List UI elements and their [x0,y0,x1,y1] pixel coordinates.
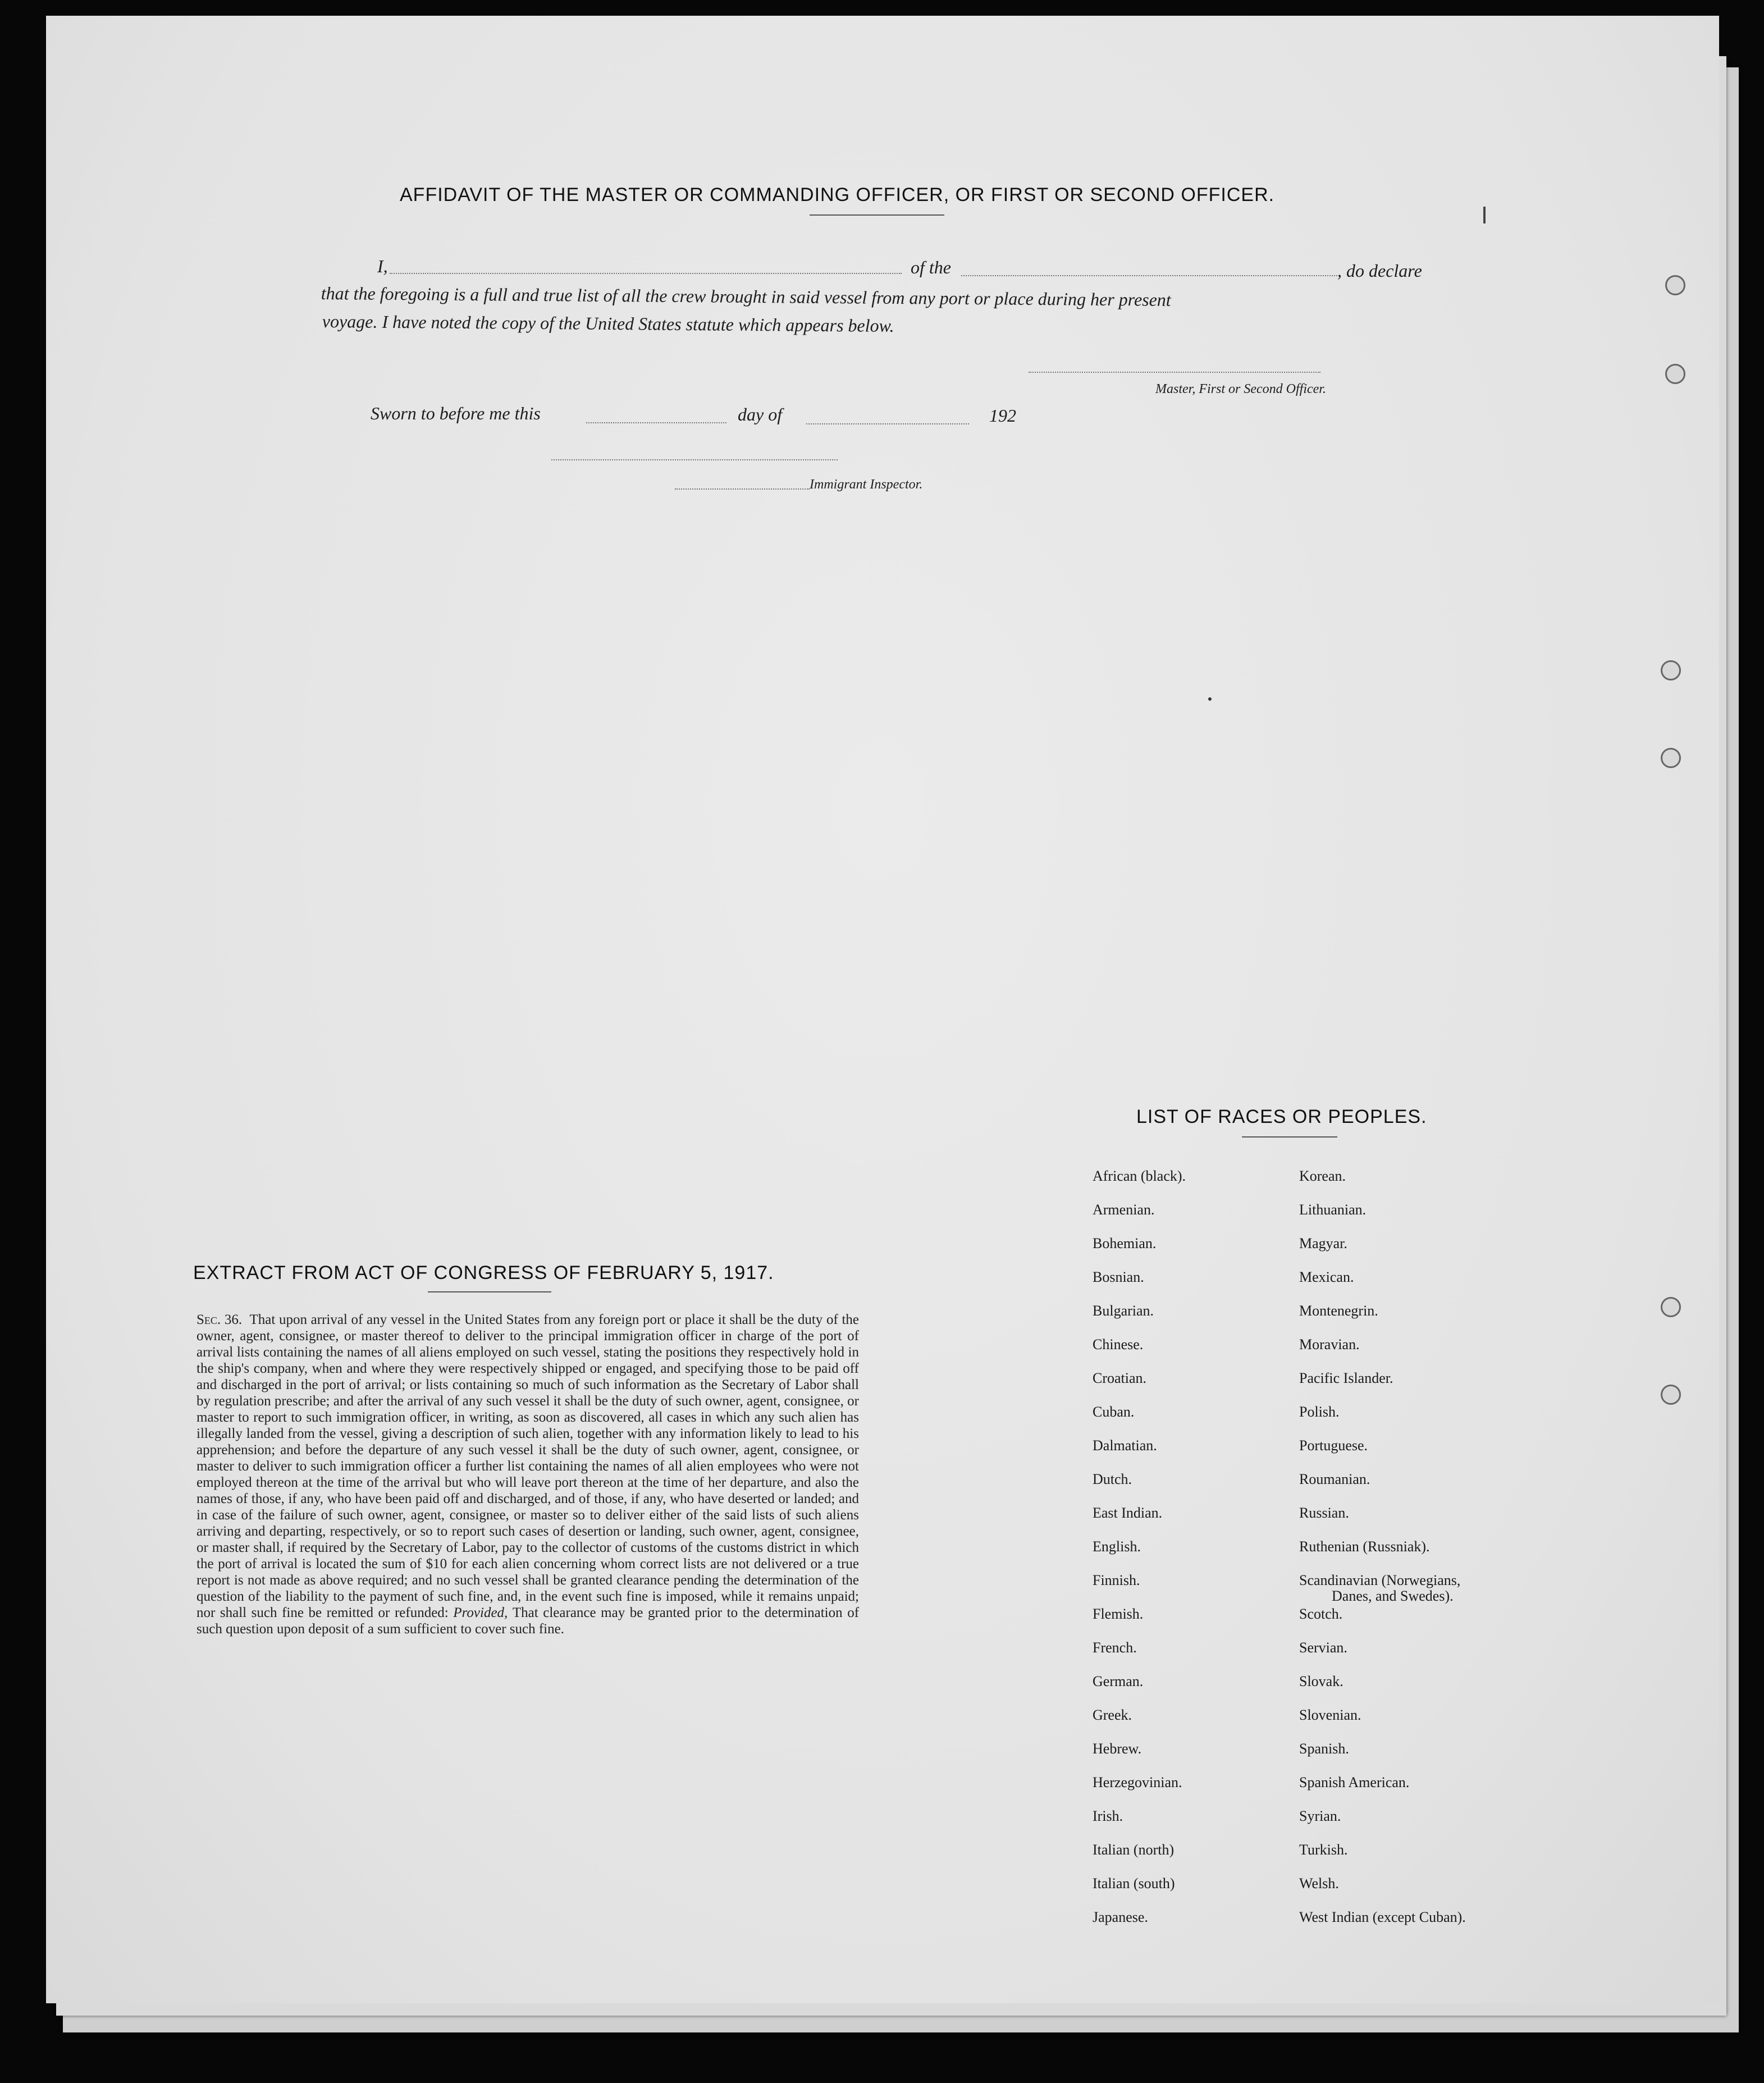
race-list-item: Bohemian. [1093,1235,1157,1251]
signature-label: Master, First or Second Officer. [1155,382,1326,396]
binder-hole [1661,1297,1681,1317]
binder-hole [1665,275,1685,295]
section-label: Sec. 36. [196,1312,243,1327]
scan-mark [1483,207,1486,223]
binder-hole [1661,748,1681,768]
race-list-item: Russian. [1299,1505,1349,1521]
race-list-item: Welsh. [1299,1875,1339,1892]
extract-text: That upon arrival of any vessel in the United States from any foreign port or place it shall be the duty of the owner, agent, consignee, or master thereof to deliver to the principal immigration officer in charge of the port of arrival lists containing the names of all aliens employed on such vessel, stating the positions they respectively hold in the ship's company, when and where they were respectively shipped or engaged, and specifying those to be paid off and discharged in the port of arrival; or lists containing so much of such information as the Secretary of Labor shall by regulation prescribe; and after the arrival of any such vessel it shall be the duty of such owner, agent, consignee, or master to report to such immigration officer, in writing, as soon as discovered, all cases in which any such alien has illegally landed from the vessel, giving a description of such alien, together with any information likely to lead to his apprehension; and before the departure of any such vessel it shall be the duty of such owner, agent, consignee, or master to deliver to such immigration officer a further list containing the names of all alien employees who were not employed thereon at the time of the arrival but who will leave port thereon at the time of her departure, and also the names of those, if any, who have been paid off and discharged, and of those, if any, who have deserted or landed; and in case of the failure of such owner, agent, consignee, or master so to deliver either of the said lists of such aliens arriving and departing, respectively, or so to report such cases of desertion or landing, such owner, agent, consignee, or master shall, if required by the Secretary of Labor, pay to the collector of customs of the customs district in which the port of arrival is located the sum of $10 for each alien concerning whom correct lists are not delivered or a true report is not made as above required; and no such vessel shall be granted clearance pending the determination of the question of the liability to the payment of such fine, and, in the event such fine is imposed, while it remains unpaid; nor shall such fine be remitted or refunded: [196,1312,860,1620]
race-list-item: Herzegovinian. [1093,1774,1182,1790]
race-list-item: Japanese. [1093,1909,1148,1925]
affidavit-title-rule [810,214,944,216]
race-list-item: Chinese. [1093,1336,1144,1353]
race-list-item: East Indian. [1093,1505,1163,1521]
race-list-item: Scotch. [1299,1606,1343,1622]
race-list-item: Magyar. [1299,1235,1347,1251]
sworn-day-of: day of [738,404,783,424]
document-page [46,16,1719,2003]
race-list-item: Slovenian. [1299,1707,1361,1723]
race-list-item: Mexican. [1299,1269,1354,1285]
race-list-item: Portuguese. [1299,1437,1368,1454]
races-title-rule [1242,1136,1337,1138]
sworn-year: 192 [989,405,1016,426]
race-list-item: Croatian. [1093,1370,1147,1386]
race-list-item: Roumanian. [1299,1471,1370,1487]
race-list-item: Dalmatian. [1093,1437,1157,1454]
sworn-day-field[interactable] [586,422,726,423]
extract-title-rule [428,1291,551,1292]
race-list-item: Slovak. [1299,1673,1343,1689]
race-list-item: Hebrew. [1093,1741,1142,1757]
affidavit-do-declare: , do declare [1337,261,1422,281]
race-list-item: English. [1093,1538,1141,1555]
race-list-item: German. [1093,1673,1144,1689]
race-list-item: West Indian (except Cuban). [1299,1909,1466,1925]
affidavit-i: I, [377,256,388,276]
race-list-item: Polish. [1299,1404,1340,1420]
inspector-signature-line[interactable] [551,459,838,460]
binder-hole [1665,364,1685,384]
scan-mark [1208,697,1212,701]
race-list-item: Italian (north) [1093,1842,1175,1858]
race-list-item: Bulgarian. [1093,1303,1154,1319]
inspector-name-field[interactable] [675,488,810,490]
race-list-item: Armenian. [1093,1202,1155,1218]
race-list-item: Lithuanian. [1299,1202,1367,1218]
race-list-item: Korean. [1299,1168,1346,1184]
race-list-item: Spanish. [1299,1741,1349,1757]
vessel-name-field[interactable] [961,275,1337,276]
race-list-item: Spanish American. [1299,1774,1410,1790]
affidavit-statement-line: that the foregoing is a full and true list of all the crew brought in said vessel from any port or place during her present [321,283,1171,310]
race-list-item: Bosnian. [1093,1269,1144,1285]
race-list-item: African (black). [1093,1168,1186,1184]
race-list-item: Italian (south) [1093,1875,1175,1892]
race-list-item: Greek. [1093,1707,1132,1723]
extract-body [196,1312,859,1637]
race-list-item: Ruthenian (Russniak). [1299,1538,1430,1555]
races-title: LIST OF RACES OR PEOPLES. [1136,1106,1427,1127]
race-list-item: Dutch. [1093,1471,1132,1487]
signature-line[interactable] [1029,372,1320,373]
race-list-item: Flemish. [1093,1606,1144,1622]
race-list-item: Pacific Islander. [1299,1370,1393,1386]
master-name-field[interactable] [390,273,902,274]
race-list-item: Moravian. [1299,1336,1360,1353]
race-list-item: Turkish. [1299,1842,1348,1858]
race-list-item: Servian. [1299,1639,1347,1656]
sworn-prefix: Sworn to before me this [371,403,541,423]
extract-title: EXTRACT FROM ACT OF CONGRESS OF FEBRUARY 5, 1917. [193,1262,774,1283]
binder-hole [1661,1385,1681,1405]
inspector-label: Immigrant Inspector. [810,477,923,492]
race-list-item: Montenegrin. [1299,1303,1378,1319]
extract-text-end: That clearance may be granted prior to the determination of such question upon deposit of a sum sufficient to cover such fine. [196,1605,860,1637]
race-list-item: French. [1093,1639,1137,1656]
race-list-item: Irish. [1093,1808,1123,1824]
race-list-item: Danes, and Swedes). [1332,1588,1454,1604]
affidavit-title: AFFIDAVIT OF THE MASTER OR COMMANDING OFFICER, OR FIRST OR SECOND OFFICER. [400,184,1275,205]
provided-text: Provided, [453,1605,508,1620]
affidavit-of-the: of the [911,257,951,277]
race-list-item: Finnish. [1093,1572,1140,1588]
sworn-month-field[interactable] [806,423,969,424]
binder-hole [1661,660,1681,680]
affidavit-statement-line: voyage. I have noted the copy of the United States statute which appears below. [322,311,894,336]
race-list-item: Scandinavian (Norwegians, [1299,1572,1461,1588]
race-list-item: Cuban. [1093,1404,1135,1420]
race-list-item: Syrian. [1299,1808,1341,1824]
